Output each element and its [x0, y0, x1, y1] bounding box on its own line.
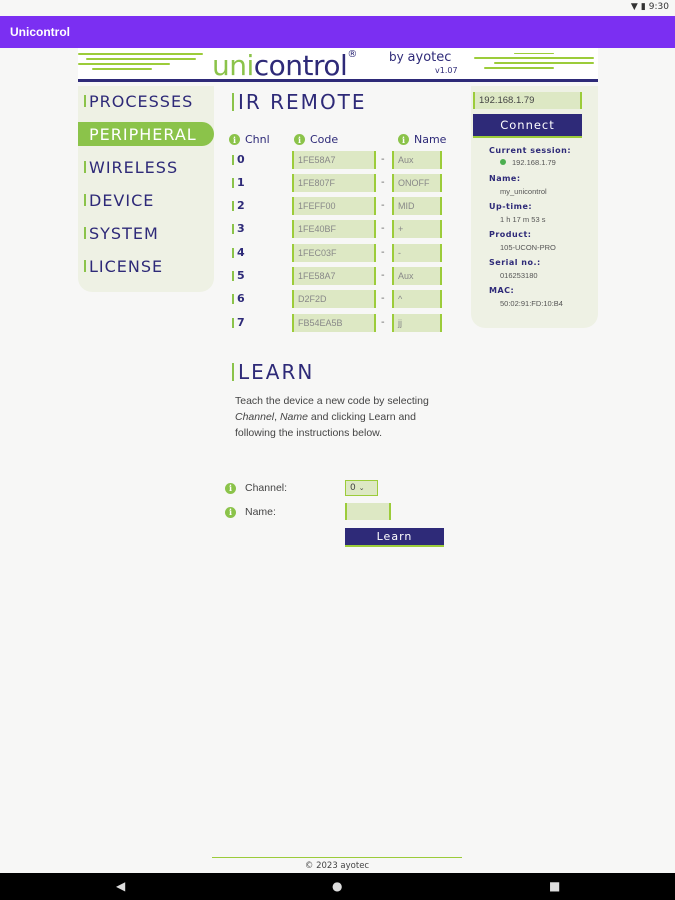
- channel-label: i Channel:: [225, 482, 287, 494]
- status-time: 9:30: [648, 2, 669, 12]
- battery-icon: ▮: [640, 2, 646, 12]
- sidebar-item-system[interactable]: SYSTEM: [78, 221, 159, 245]
- sidebar-item-processes[interactable]: PROCESSES: [78, 89, 193, 113]
- current-session-label: Current session:: [489, 146, 572, 155]
- device-name-value: my_unicontrol: [500, 187, 547, 196]
- name-field[interactable]: +: [392, 220, 442, 238]
- ir-row: 2 1FEFF00 - MID: [232, 197, 452, 217]
- name-field[interactable]: Aux: [392, 267, 442, 285]
- info-icon[interactable]: i: [398, 134, 409, 145]
- device-name-label: Name:: [489, 174, 521, 183]
- mac-label: MAC:: [489, 286, 515, 295]
- product-value: 105-UCON-PRO: [500, 243, 556, 252]
- learn-title: LEARN: [232, 360, 314, 384]
- code-field[interactable]: D2F2D: [292, 290, 376, 308]
- name-field[interactable]: ^: [392, 290, 442, 308]
- info-icon[interactable]: i: [294, 134, 305, 145]
- decorative-stripes-right: [474, 53, 594, 72]
- col-header-code: i Code: [294, 133, 338, 146]
- sidebar-item-device[interactable]: DEVICE: [78, 188, 154, 212]
- info-icon[interactable]: i: [225, 507, 236, 518]
- ir-row: 6 D2F2D - ^: [232, 290, 452, 310]
- logo: unicontrol®: [212, 49, 357, 82]
- sidebar-item-license[interactable]: LICENSE: [78, 254, 163, 278]
- channel-select[interactable]: 0 ⌄: [345, 480, 378, 496]
- code-field[interactable]: FB54EA5B: [292, 314, 376, 332]
- sidebar-item-wireless[interactable]: WIRELESS: [78, 155, 178, 179]
- back-icon[interactable]: ◀: [116, 879, 126, 893]
- code-field[interactable]: 1FE40BF: [292, 220, 376, 238]
- ir-row: 3 1FE40BF - +: [232, 220, 452, 240]
- name-field[interactable]: ONOFF: [392, 174, 442, 192]
- uptime-value: 1 h 17 m 53 s: [500, 215, 546, 224]
- navigation-bar: [0, 873, 675, 900]
- learn-button[interactable]: Learn: [345, 528, 444, 547]
- header-banner: [78, 48, 598, 82]
- col-header-chnl: i Chnl: [229, 133, 270, 146]
- learn-description: Teach the device a new code by selecting Channel, Name and clicking Learn and following the instructions below.: [235, 395, 429, 439]
- status-bar: [0, 0, 675, 16]
- ir-row: 7 FB54EA5B - jj: [232, 314, 452, 334]
- brand-byline: by ayotec: [389, 50, 452, 65]
- chevron-down-icon: ⌄: [358, 484, 365, 492]
- wifi-icon: ▼: [630, 2, 638, 12]
- ir-row: 1 1FE807F - ONOFF: [232, 174, 452, 194]
- code-field[interactable]: 1FEFF00: [292, 197, 376, 215]
- code-field[interactable]: 1FEC03F: [292, 244, 376, 262]
- footer-divider: [212, 857, 462, 858]
- product-label: Product:: [489, 230, 532, 239]
- footer-copyright: © 2023 ayotec: [304, 861, 370, 871]
- code-field[interactable]: 1FE58A7: [292, 267, 376, 285]
- ir-row: 0 1FE58A7 - Aux: [232, 151, 452, 171]
- col-header-name: i Name: [398, 133, 446, 146]
- info-icon[interactable]: i: [229, 134, 240, 145]
- decorative-stripes-left: [78, 53, 203, 73]
- ip-address-input[interactable]: 192.168.1.79: [473, 92, 582, 109]
- code-field[interactable]: 1FE58A7: [292, 151, 376, 169]
- sidebar-item-peripheral[interactable]: PERIPHERAL: [78, 122, 214, 146]
- connected-status-icon: [500, 159, 506, 165]
- ir-row: 5 1FE58A7 - Aux: [232, 267, 452, 287]
- serial-label: Serial no.:: [489, 258, 541, 267]
- learn-name-input[interactable]: [345, 503, 391, 520]
- recents-icon[interactable]: ■: [549, 879, 561, 893]
- app-title: Unicontrol: [10, 25, 70, 39]
- ir-row: 4 1FEC03F - -: [232, 244, 452, 264]
- serial-value: 016253180: [500, 271, 538, 280]
- ir-remote-title: IR REMOTE: [232, 90, 367, 114]
- app-bar: [0, 16, 675, 48]
- name-field[interactable]: jj: [392, 314, 442, 332]
- connect-button[interactable]: Connect: [473, 114, 582, 138]
- name-field[interactable]: -: [392, 244, 442, 262]
- info-icon[interactable]: i: [225, 483, 236, 494]
- uptime-label: Up-time:: [489, 202, 533, 211]
- name-label: i Name:: [225, 506, 276, 518]
- code-field[interactable]: 1FE807F: [292, 174, 376, 192]
- version-label: v1.07: [435, 66, 458, 75]
- current-session-value: 192.168.1.79: [500, 158, 556, 167]
- home-icon[interactable]: ●: [332, 879, 343, 893]
- name-field[interactable]: Aux: [392, 151, 442, 169]
- name-field[interactable]: MID: [392, 197, 442, 215]
- mac-value: 50:02:91:FD:10:B4: [500, 299, 563, 308]
